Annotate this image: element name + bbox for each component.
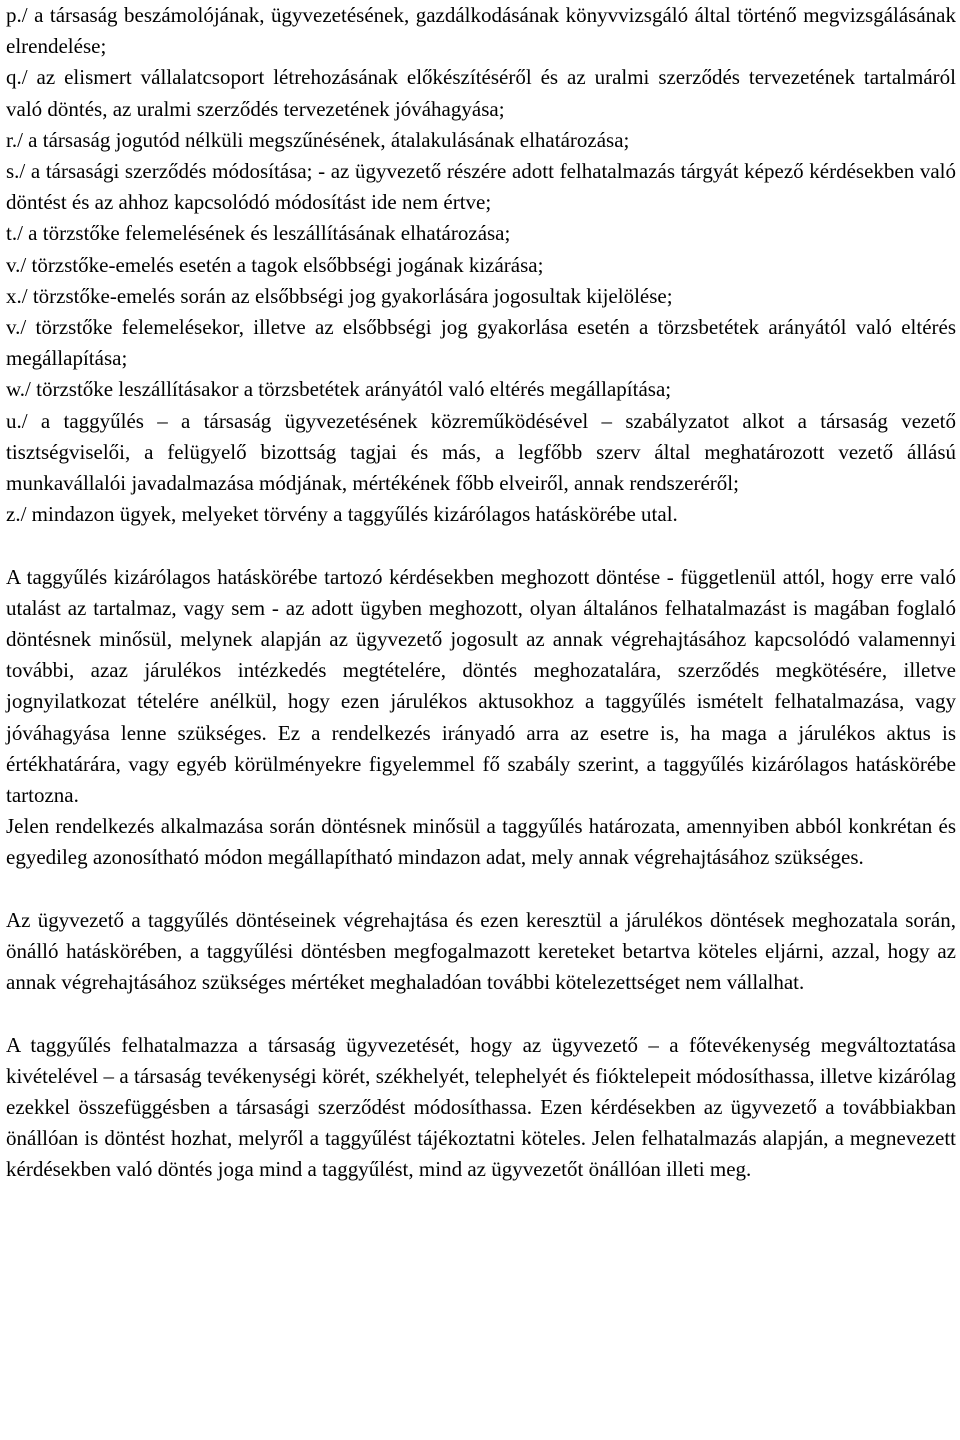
paragraph-gap (6, 998, 956, 1029)
list-item-q (6, 62, 956, 124)
list-item-v2 (6, 312, 956, 374)
list-item-label: p./ (6, 3, 28, 27)
list-item-label: z./ (6, 502, 27, 527)
list-item-label: u./ (6, 408, 28, 433)
paragraph-gap (6, 874, 956, 905)
document-page (6, 0, 956, 1186)
paragraph-gap (6, 530, 956, 561)
list-item-u (6, 406, 956, 500)
list-item-text: a társasági szerződés módosítása; - az ügyvezető részére adott felhatalmazás tárgyát képező kérdésekben való döntést és az ahhoz kapcsolódó módosítást ide nem értve; (6, 159, 956, 215)
list-item-text: törzstőke leszállításakor a törzsbetétek arányától való eltérés megállapítása; (30, 377, 672, 402)
paragraph-decision-definition: Jelen rendelkezés alkalmazása során döntésnek minősül a taggyűlés határozata, amennyiben abból konkrétan és egyedileg azonosítható módon megállapítható mindazon adat, mely annak végrehajtásához szükséges. (6, 814, 956, 870)
list-item-label: t./ (6, 221, 23, 246)
list-item-label: v./ (6, 315, 27, 340)
list-item-s (6, 156, 956, 218)
list-item-text: törzstőke felemelésekor, illetve az elsőbbségi jog gyakorlása esetén a törzsbetétek arányától való eltérés megállapítása; (6, 315, 956, 371)
list-item-label: w./ (6, 377, 31, 402)
list-item-z (6, 499, 956, 530)
list-item-text: a taggyűlés – a társaság ügyvezetésének közreműködésével – szabályzatot alkot a társaság vezető tisztségviselői, a felügyelő bizottság tagjai és más, a legfőbb szerv által meghatározott vezető állású munkavállalói javadalmazása módjának, mértékének főbb elveiről, annak rendszeréről; (6, 408, 956, 496)
list-item-label: r./ (6, 127, 23, 152)
list-item-w (6, 374, 956, 405)
list-item-text: mindazon ügyek, melyeket törvény a taggyűlés kizárólagos hatáskörébe utal. (26, 502, 678, 527)
list-item-text: az elismert vállalatcsoport létrehozásának előkészítéséről és az uralmi szerződés tervezetének tartalmáról való döntés, az uralmi szerződés tervezetének jóváhagyása; (6, 65, 956, 121)
list-item-text: törzstőke-emelés esetén a tagok elsőbbségi jogának kizárása; (26, 252, 544, 277)
list-item-p (6, 0, 956, 62)
list-item-label: q./ (6, 65, 28, 90)
list-item-text: a társaság beszámolójának, ügyvezetésének, gazdálkodásának könyvvizsgáló által történő megvizsgálásának elrendelése; (6, 3, 956, 59)
list-item-t (6, 218, 956, 249)
paragraph-executive-duties: Az ügyvezető a taggyűlés döntéseinek végrehajtása és ezen keresztül a járulékos döntések meghozatala során, önálló hatáskörében, a taggyűlési döntésben megfogalmazott kereteket betartva köteles eljárni, azzal, hogy az annak végrehajtásához szükséges mértéket meghaladóan további kötelezettséget nem vállalhat. (6, 907, 956, 995)
list-item-v1 (6, 250, 956, 281)
list-item-r (6, 125, 956, 156)
list-item-label: x./ (6, 283, 28, 308)
list-item-text: a társaság jogutód nélküli megszűnésének, átalakulásának elhatározása; (22, 127, 630, 152)
paragraph-authorization: A taggyűlés felhatalmazza a társaság ügyvezetését, hogy az ügyvezető – a főtevékenység megváltoztatása kivételével – a társaság tevékenységi körét, székhelyét, telephelyét és fióktelepeit módosíthassa, illetve kizárólag ezekkel összefüggésben a társasági szerződést módosíthassa. Ezen kérdésekben az ügyvezető a továbbiakban önállóan is döntést hozhat, melyről a taggyűlést tájékoztatni köteles. Jelen felhatalmazás alapján, a megnevezett kérdésekben való döntés joga mind a taggyűlést, mind az ügyvezetőt önállóan illeti meg. (6, 1032, 956, 1182)
list-item-label: v./ (6, 252, 27, 277)
list-item-text: a törzstőke felemelésének és leszállításának elhatározása; (22, 221, 511, 246)
list-item-text: törzstőke-emelés során az elsőbbségi jog gyakorlására jogosultak kijelölése; (27, 283, 673, 308)
paragraph-exclusive-competence: A taggyűlés kizárólagos hatáskörébe tartozó kérdésekben meghozott döntése - függetlenül attól, hogy erre való utalást az tartalmaz, vagy sem - az adott ügyben meghozott, olyan általános felhatalmazást is magában foglaló döntésnek minősül, melynek alapján az ügyvezető jogosult az annak végrehajtásához kapcsolódó valamennyi további, azaz járulékos intézkedés megtételére, döntés meghozatalára, szerződés megkötésére, illetve jognyilatkozat tételére anélkül, hogy ezen járulékos aktusokhoz a taggyűlés ismételt felhatalmazása, vagy jóváhagyása lenne szükséges. Ez a rendelkezés irányadó arra az esetre is, ha maga a járulékos aktus is értékhatárára, vagy egyéb körülményekre figyelemmel fő szabály szerint, a taggyűlés kizárólagos hatáskörébe tartozna. (6, 564, 956, 808)
list-item-x (6, 281, 956, 312)
list-item-label: s./ (6, 159, 26, 184)
